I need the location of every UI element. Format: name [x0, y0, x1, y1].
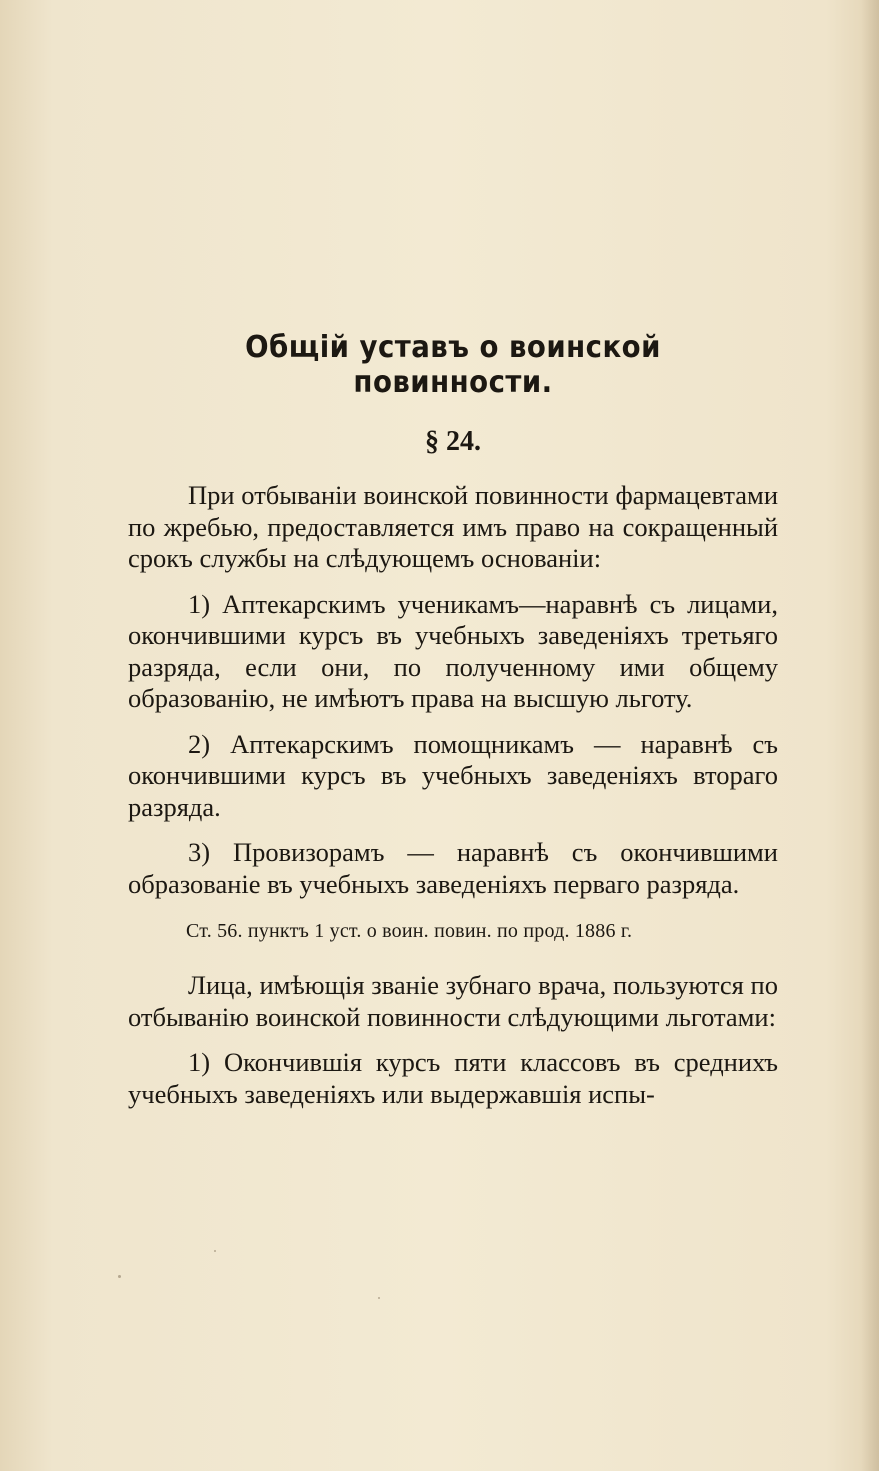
paper-speck [214, 1250, 216, 1252]
page-title: Общій уставъ о воинской повинности. [245, 330, 661, 400]
page-text [128, 330, 778, 1110]
paragraph-item-3: 3) Провизорамъ — наравнѣ съ окончившими образованіе въ учебныхъ заведеніяхъ перваго разряда. [128, 837, 778, 899]
section-number: § 24. [425, 426, 481, 457]
paragraph-item-2: 2) Аптекарскимъ помощникамъ — наравнѣ съ окончившими курсъ въ учебныхъ заведеніяхъ втораго разряда. [128, 728, 778, 822]
paper-speck [378, 1297, 380, 1299]
paragraph-dentists: Лица, имѣющія званіе зубнаго врача, пользуются по отбыванію воинской повинности слѣдующими льготами: [128, 970, 778, 1032]
page-edge-shadow [861, 0, 879, 1471]
paragraph-dentists-item-1: 1) Окончившія курсъ пяти классовъ въ среднихъ учебныхъ заведеніяхъ или выдержавшія испы- [128, 1047, 778, 1109]
paper-speck [118, 1275, 121, 1278]
legal-citation: Ст. 56. пунктъ 1 уст. о воин. повин. по прод. 1886 г. [186, 920, 633, 942]
paragraph-item-1: 1) Аптекарскимъ ученикамъ—наравнѣ съ лицами, окончившими курсъ въ учебныхъ заведеніяхъ третьяго разряда, если они, по полученному ими общему образованію, не имѣютъ права на высшую льготу. [128, 588, 778, 713]
paragraph-intro: При отбываніи воинской повинности фармацевтами по жребью, предоставляется имъ право на сокращенный срокъ службы на слѣдующемъ основаніи: [128, 480, 778, 573]
